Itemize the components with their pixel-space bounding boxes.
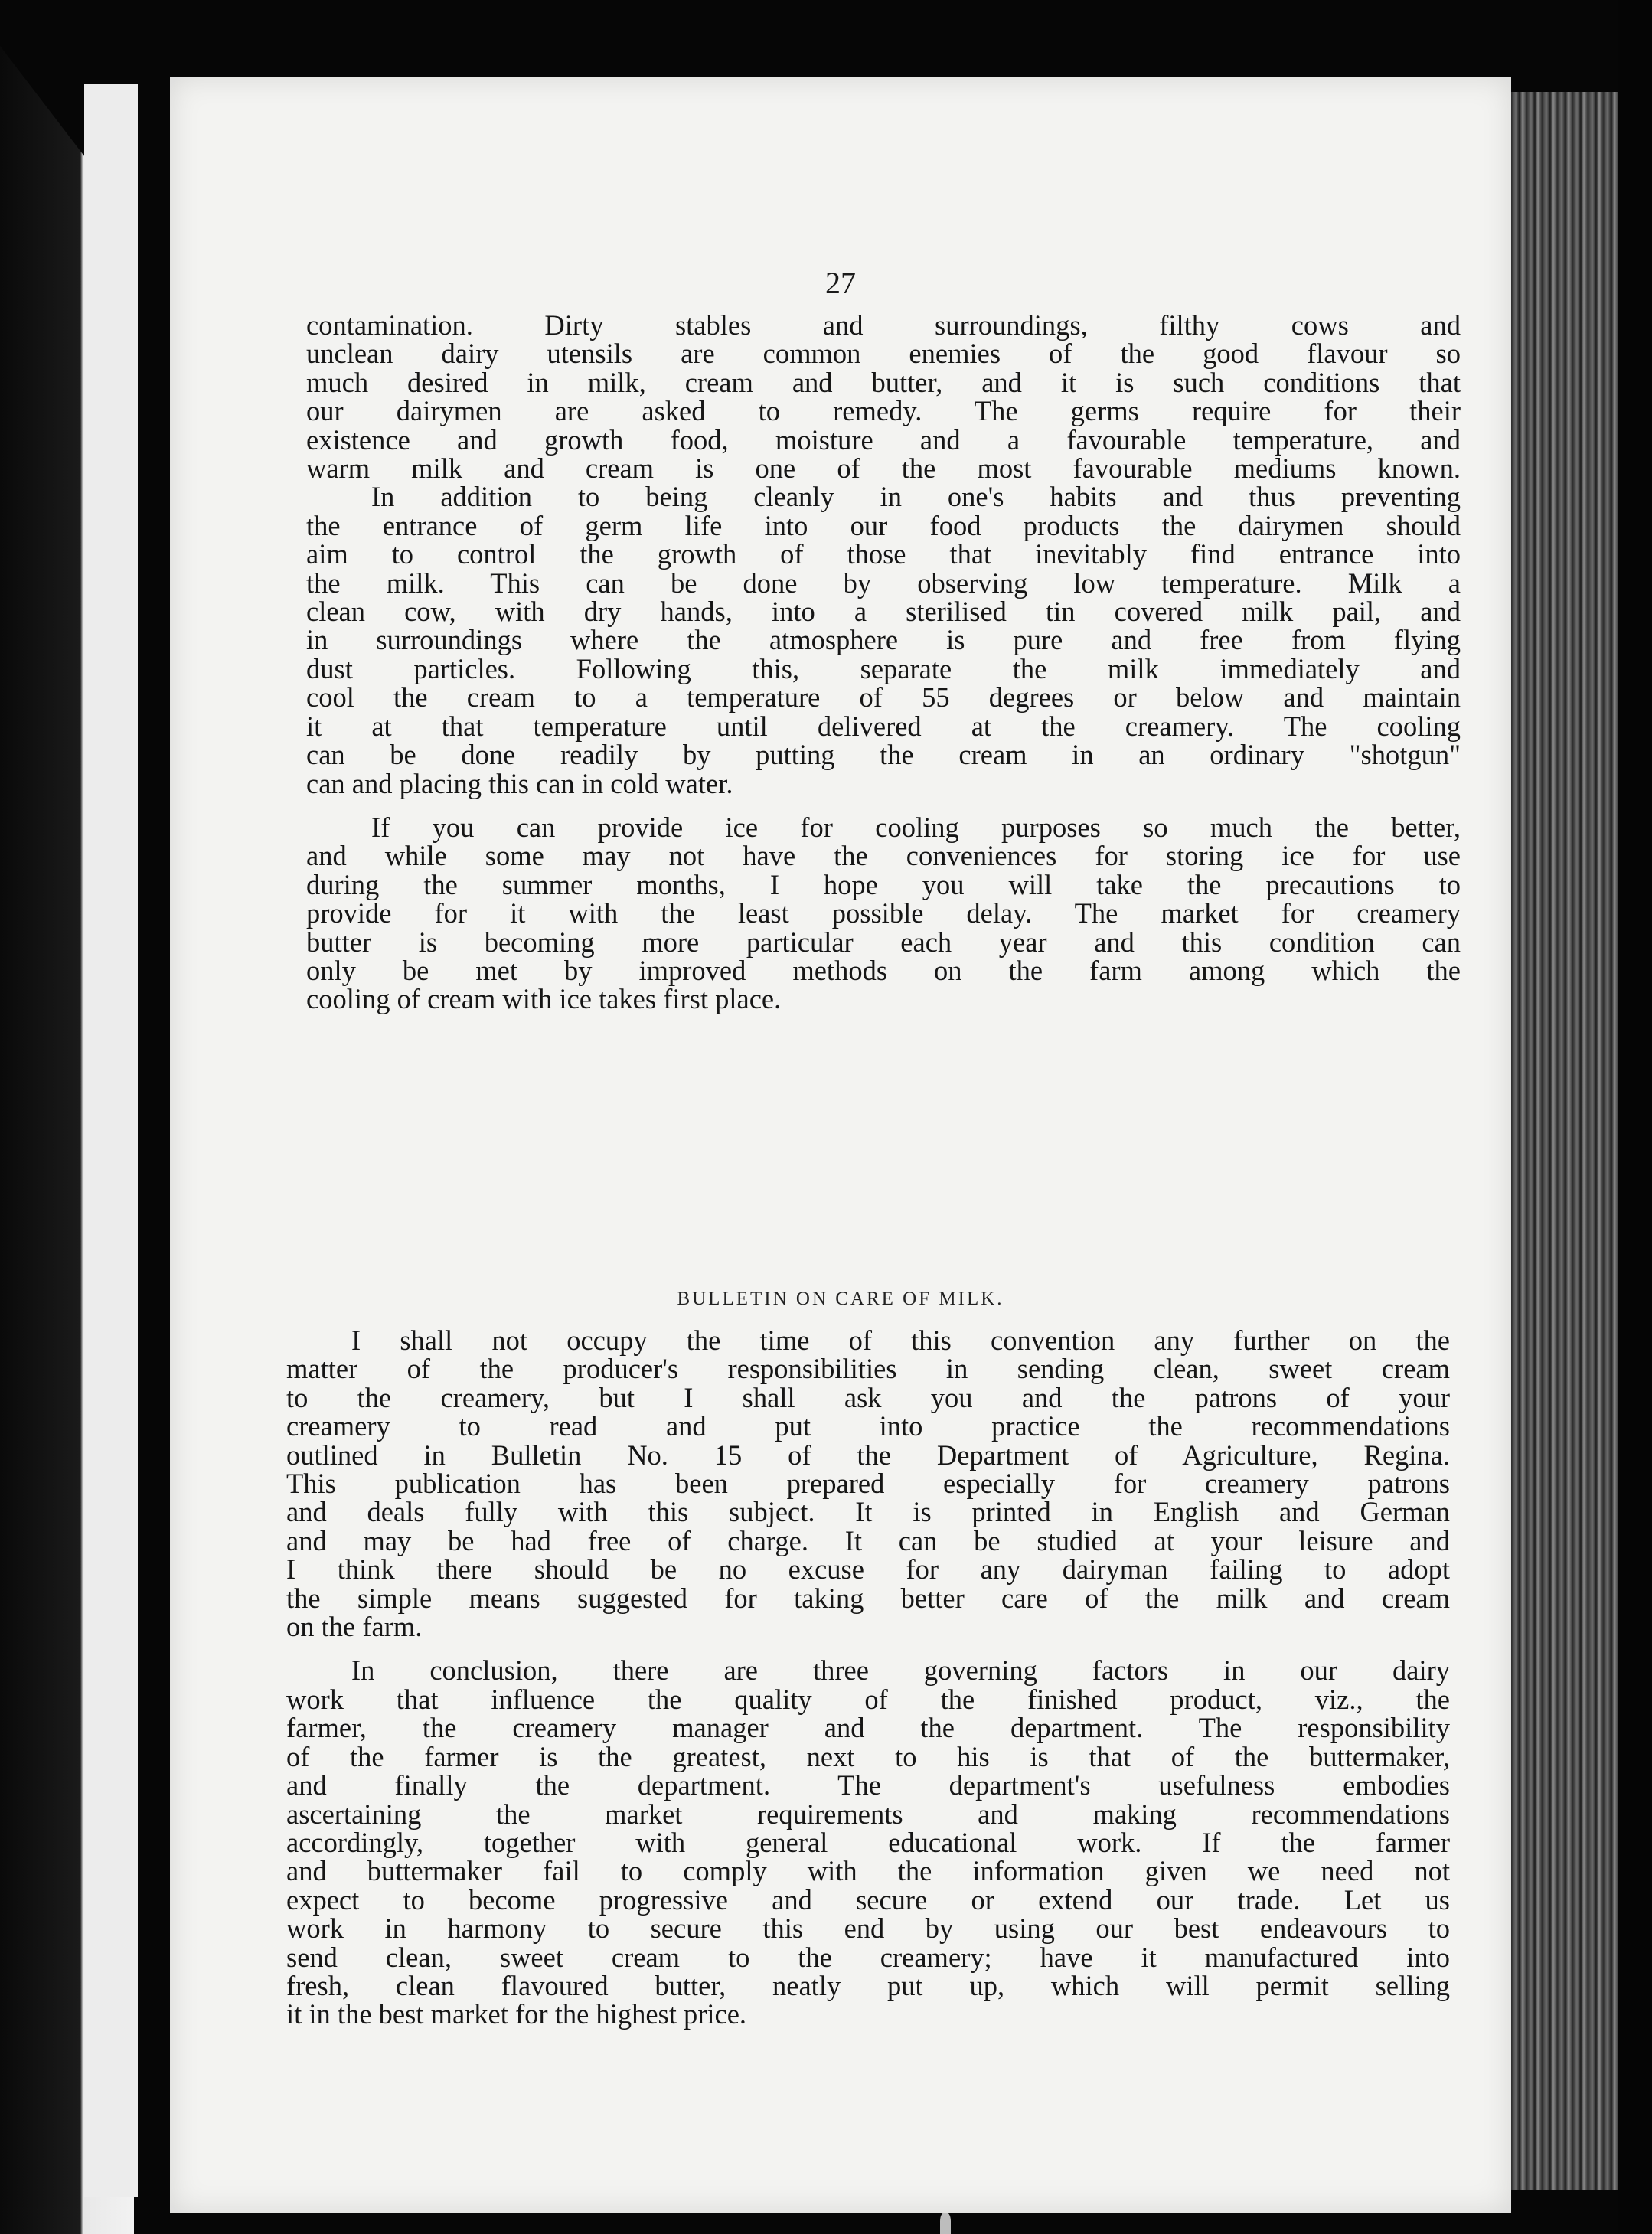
text-line: creamery to read and put into practice the recommendations bbox=[286, 1410, 1450, 1442]
text-line: farmer, the creamery manager and the department. The responsibility bbox=[286, 1712, 1450, 1744]
text-line: and buttermaker fail to comply with the information given we need not bbox=[286, 1855, 1450, 1887]
text-line: the simple means suggested for taking better care of the milk and cream bbox=[286, 1582, 1450, 1614]
left-page-margin bbox=[84, 84, 138, 2197]
text-line: in surroundings where the atmosphere is pure and free from flying bbox=[306, 624, 1461, 656]
section-heading: BULLETIN ON CARE OF MILK. bbox=[677, 1288, 1004, 1309]
document-page bbox=[170, 77, 1511, 2213]
text-line: cooling of cream with ice takes first place. bbox=[306, 983, 782, 1015]
text-line: expect to become progressive and secure or extend our trade. Let us bbox=[286, 1883, 1450, 1916]
text-line: accordingly, together with general educational work. If the farmer bbox=[286, 1826, 1450, 1858]
paragraph-contamination bbox=[306, 309, 1461, 485]
text-line: the milk. This can be done by observing low temperature. Milk a bbox=[306, 567, 1461, 599]
text-line: and while some may not have the conveniences for storing ice for use bbox=[306, 840, 1461, 872]
text-line: unclean dairy utensils are common enemies of the good flavour so bbox=[306, 338, 1461, 370]
lower-body-text bbox=[286, 1326, 1450, 2029]
text-line: contamination. Dirty stables and surroundings, filthy cows and bbox=[306, 309, 1461, 341]
scan-border bbox=[1618, 0, 1652, 2234]
text-line: our dairymen are asked to remedy. The germs require for their bbox=[306, 395, 1461, 427]
scan-artifact bbox=[940, 2213, 951, 2234]
paragraph-cleanly-habits bbox=[306, 482, 1461, 797]
text-line: existence and growth food, moisture and a favourable temperature, and bbox=[306, 423, 1461, 456]
text-line: dust particles. Following this, separate the milk immediately and bbox=[306, 652, 1461, 684]
text-line: provide for it with the least possible delay. The market for creamery bbox=[306, 897, 1461, 929]
text-line: clean cow, with dry hands, into a sterilised tin covered milk pail, and bbox=[306, 596, 1461, 628]
text-line: of the farmer is the greatest, next to his is that of the buttermaker, bbox=[286, 1740, 1450, 1772]
text-line: much desired in milk, cream and butter, and it is such conditions that bbox=[306, 366, 1461, 398]
text-line: I shall not occupy the time of this convention any further on the bbox=[351, 1324, 1450, 1356]
text-line: cool the cream to a temperature of 55 degrees or below and maintain bbox=[306, 681, 1461, 714]
text-line: and may be had free of charge. It can be studied at your leisure and bbox=[286, 1524, 1450, 1556]
text-line: fresh, clean flavoured butter, neatly put up, which will permit selling bbox=[286, 1969, 1450, 2001]
text-line: I think there should be no excuse for any dairyman failing to adopt bbox=[286, 1553, 1450, 1586]
page-number: 27 bbox=[825, 266, 856, 300]
text-line: can be done readily by putting the cream in an ordinary "shotgun" bbox=[306, 739, 1461, 771]
text-line: work that influence the quality of the finished product, viz., the bbox=[286, 1683, 1450, 1715]
text-line: In conclusion, there are three governing factors in our dairy bbox=[351, 1654, 1450, 1687]
paragraph-ice-cooling bbox=[306, 813, 1461, 1014]
text-line: warm milk and cream is one of the most favourable mediums known. bbox=[306, 452, 1461, 485]
text-line: ascertaining the market requirements and making recommendations bbox=[286, 1798, 1450, 1830]
text-line: aim to control the growth of those that inevitably find entrance into bbox=[306, 538, 1461, 570]
text-line: only be met by improved methods on the farm among which the bbox=[306, 954, 1461, 986]
text-line: the entrance of germ life into our food products the dairymen should bbox=[306, 509, 1461, 541]
text-line: and deals fully with this subject. It is printed in English and German bbox=[286, 1496, 1450, 1528]
text-line: In addition to being cleanly in one's habits and thus preventing bbox=[371, 481, 1461, 513]
text-line: butter is becoming more particular each year and this condition can bbox=[306, 926, 1461, 958]
upper-body-text bbox=[306, 311, 1461, 1014]
text-line: This publication has been prepared especially for creamery patrons bbox=[286, 1468, 1450, 1500]
text-line: it in the best market for the highest price. bbox=[286, 1998, 747, 2030]
text-line: on the farm. bbox=[286, 1611, 423, 1643]
text-line: and finally the department. The department's usefulness embodies bbox=[286, 1769, 1450, 1801]
paragraph-bulletin bbox=[286, 1326, 1450, 1641]
text-line: work in harmony to secure this end by using our best endeavours to bbox=[286, 1912, 1450, 1945]
text-line: it at that temperature until delivered at the creamery. The cooling bbox=[306, 710, 1461, 742]
paragraph-conclusion bbox=[286, 1656, 1450, 2028]
text-line: during the summer months, I hope you will take the precautions to bbox=[306, 868, 1461, 900]
text-line: outlined in Bulletin No. 15 of the Department of Agriculture, Regina. bbox=[286, 1439, 1450, 1471]
text-line: matter of the producer's responsibilities in sending clean, sweet cream bbox=[286, 1353, 1450, 1385]
text-line: to the creamery, but I shall ask you and the patrons of your bbox=[286, 1381, 1450, 1413]
text-line: send clean, sweet cream to the creamery; have it manufactured into bbox=[286, 1941, 1450, 1973]
text-line: If you can provide ice for cooling purposes so much the better, bbox=[371, 811, 1461, 843]
book-page-edges bbox=[1511, 92, 1618, 2190]
text-line: can and placing this can in cold water. bbox=[306, 767, 733, 799]
